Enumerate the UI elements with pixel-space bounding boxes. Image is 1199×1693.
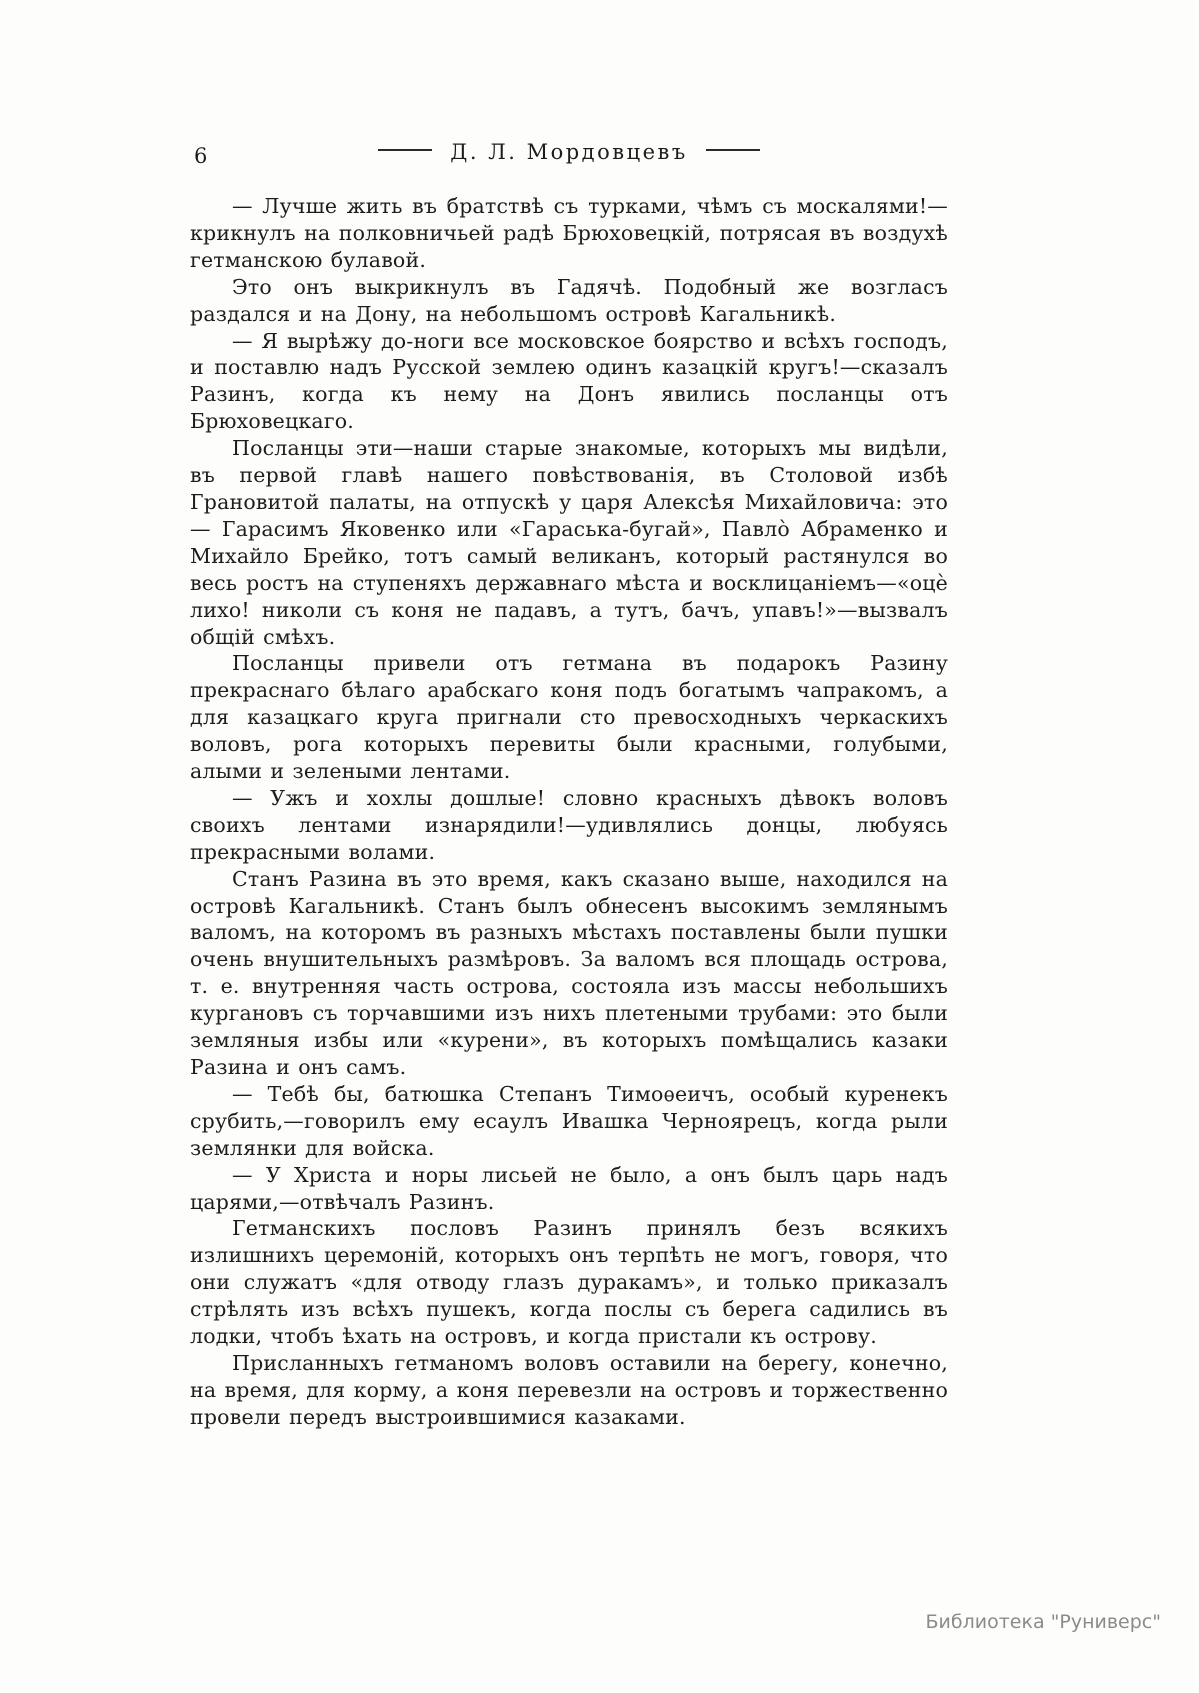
- paragraph: Это онъ выкрикнулъ въ Гадячѣ. Подобный же возгласъ раздался и на Дону, на небольшомъ островѣ Кагальникѣ.: [190, 274, 948, 326]
- running-head: [190, 140, 948, 164]
- page-header: [190, 140, 948, 174]
- header-rule-right: [706, 149, 760, 151]
- page-number: 6: [194, 144, 208, 168]
- paragraph: — Ужъ и хохлы дошлые! словно красныхъ дѣвокъ воловъ своихъ лентами изнарядили!—удивлялись донцы, любуясь прекрасными волами.: [190, 785, 948, 864]
- paragraph: Присланныхъ гетманомъ воловъ оставили на берегу, конечно, на время, для корму, а коня перевезли на островъ и торжественно провели передъ выстроившимися казаками.: [190, 1350, 948, 1429]
- paragraph: — Тебѣ бы, батюшка Степанъ Тимоѳеичъ, особый куренекъ срубить,—говорилъ ему есаулъ Ивашка Черноярецъ, когда рыли землянки для войска.: [190, 1081, 948, 1160]
- author-name: Д. Л. Мордовцевъ: [450, 140, 688, 164]
- body-text: [190, 193, 948, 1431]
- paragraph: Гетманскихъ пословъ Разинъ принялъ безъ всякихъ излишнихъ церемоній, которыхъ онъ терпѣть не могъ, говоря, что они служатъ «для отводу глазъ дуракамъ», и только приказалъ стрѣлять изъ всѣхъ пушекъ, когда послы съ берега садились въ лодки, чтобъ ѣхать на островъ, и когда пристали къ острову.: [190, 1216, 948, 1349]
- paragraph: — У Христа и норы лисьей не было, а онъ былъ царь надъ царями,—отвѣчалъ Разинъ.: [190, 1162, 948, 1214]
- paragraph: Станъ Разина въ это время, какъ сказано выше, находился на островѣ Кагальникѣ. Станъ былъ обнесенъ высокимъ землянымъ валомъ, на которомъ въ разныхъ мѣстахъ поставлены были пушки очень внушительныхъ размѣровъ. За валомъ вся площадь острова, т. е. внутренняя часть острова, состояла изъ массы небольшихъ кургановъ съ торчавшими изъ нихъ плетеными трубами: это были земляныя избы или «курени», въ которыхъ помѣщались казаки Разина и онъ самъ.: [190, 866, 948, 1079]
- paragraph: — Лучше жить въ братствѣ съ турками, чѣмъ съ москалями!— крикнулъ на полковничьей радѣ Брюховецкій, потрясая въ воздухѣ гетманскою булавой.: [190, 194, 948, 272]
- library-watermark: Библиотека "Руниверс": [925, 1611, 1161, 1633]
- header-rule-left: [378, 149, 432, 151]
- paragraph: — Я вырѣжу до-ноги все московское боярство и всѣхъ господъ, и поставлю надъ Русской землею одинъ казацкій кругъ!—сказалъ Разинъ, когда къ нему на Донъ явились посланцы отъ Брюховецкаго.: [190, 328, 948, 434]
- paragraph: Посланцы привели отъ гетмана въ подарокъ Разину прекраснаго бѣлаго арабскаго коня подъ богатымъ чапракомъ, а для казацкаго круга пригнали сто превосходныхъ черкаскихъ воловъ, рога которыхъ перевиты были красными, голубыми, алыми и зелеными лентами.: [190, 651, 948, 784]
- paragraph: Посланцы эти—наши старые знакомые, которыхъ мы видѣли, въ первой главѣ нашего повѣствованія, въ Столовой избѣ Грановитой палаты, на отпускѣ у царя Алексѣя Михайловича: это— Гарасимъ Яковенко или «Гараська-бугай», Павлò Абраменко и Михайло Брейко, тотъ самый великанъ, который растянулся во весь ростъ на ступеняхъ державнаго мѣста и восклицаніемъ—«оцè лихо! николи съ коня не падавъ, а тутъ, бачъ, упавъ!»—вызвалъ общій смѣхъ.: [190, 436, 948, 649]
